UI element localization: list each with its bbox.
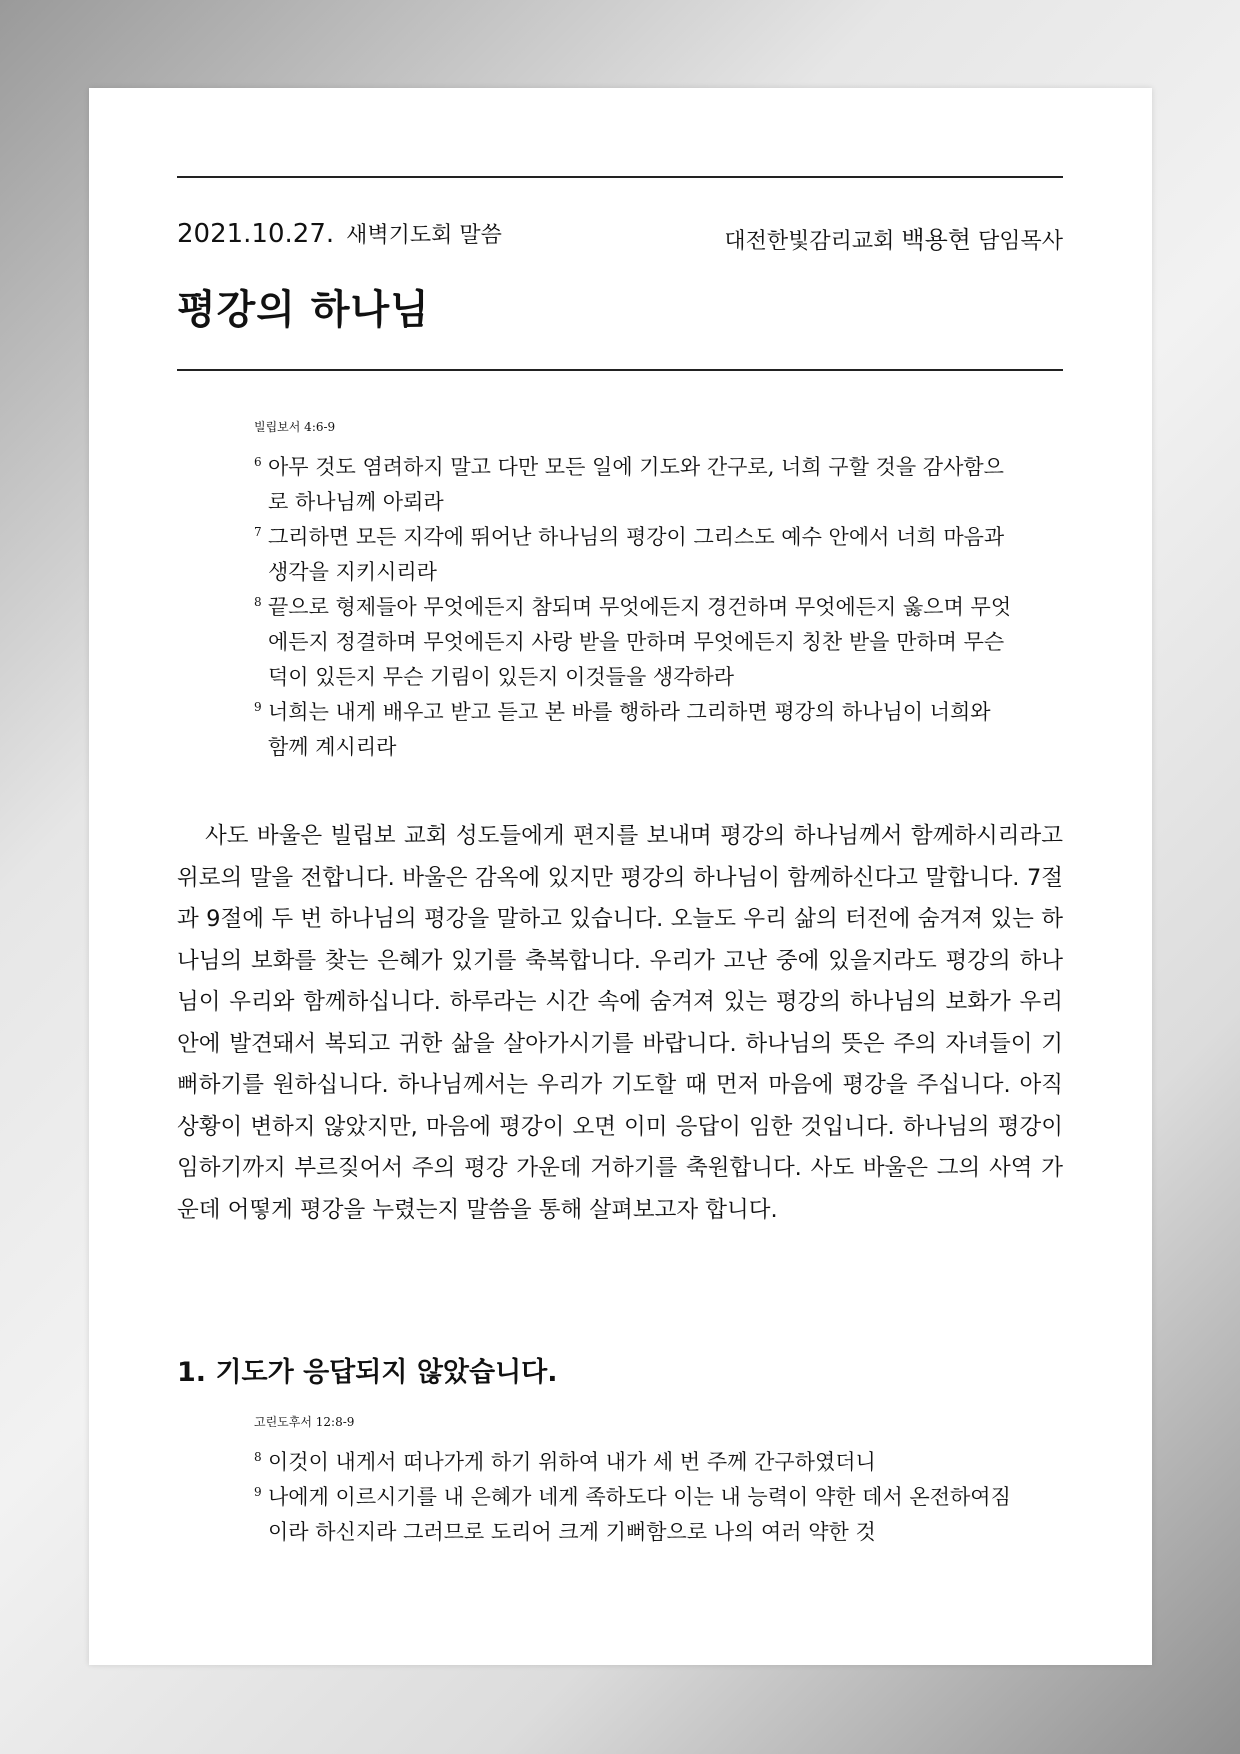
scripture-reference: 빌립보서 4:6-9 bbox=[254, 420, 336, 434]
sermon-title: 평강의 하나님 bbox=[177, 287, 430, 333]
verse-text: 끝으로 형제들아 무엇에든지 참되며 무엇에든지 경건하며 무엇에든지 옳으며 무엇에든지 정결하며 무엇에든지 사랑 받을 만하며 무엇에든지 칭찬 받을 만하며 무슨 덕이 있든지 무슨 기림이 있든지 이것들을 생각하라 bbox=[268, 595, 1012, 689]
verse-number: 6 bbox=[254, 455, 262, 469]
scripture-passage bbox=[254, 450, 1014, 765]
sermon-intro-paragraph: 사도 바울은 빌립보 교회 성도들에게 편지를 보내며 평강의 하나님께서 함께하시리라고 위로의 말을 전합니다. 바울은 감옥에 있지만 평강의 하나님이 함께하신다고 말합니다. 7절과 9절에 두 번 하나님의 평강을 말하고 있습니다. 오늘도 우리 삶의 터전에 숨겨져 있는 하나님의 보화를 찾는 은혜가 있기를 축복합니다. 우리가 고난 중에 있을지라도 평강의 하나님이 우리와 함께하십니다. 하루라는 시간 속에 숨겨져 있는 평강의 하나님의 보화가 우리 안에 발견돼서 복되고 귀한 삶을 살아가시기를 바랍니다. 하나님의 뜻은 주의 자녀들이 기뻐하기를 원하십니다. 하나님께서는 우리가 기도할 때 먼저 마음에 평강을 주십니다. 아직 상황이 변하지 않았지만, 마음에 평강이 오면 이미 응답이 임한 것입니다. 하나님의 평강이 임하기까지 부르짖어서 주의 평강 가운데 거하기를 축원합니다. 사도 바울은 그의 사역 가운데 어떻게 평강을 누렸는지 말씀을 통해 살펴보고자 합니다. bbox=[177, 823, 1063, 1223]
verse bbox=[254, 695, 1014, 765]
scripture-reference: 고린도후서 12:8-9 bbox=[254, 1415, 355, 1429]
verse-number: 8 bbox=[254, 595, 262, 609]
service-name: 새벽기도회 말씀 bbox=[346, 223, 502, 248]
document-page bbox=[89, 88, 1152, 1665]
verse-text: 그리하면 모든 지각에 뛰어난 하나님의 평강이 그리스도 예수 안에서 너희 마음과 생각을 지키시리라 bbox=[268, 525, 1005, 584]
church-name: 대전한빛감리교회 bbox=[724, 229, 895, 254]
pastor-title: 담임목사 bbox=[977, 229, 1063, 254]
verse-number: 9 bbox=[254, 700, 262, 714]
verse-text: 너희는 내게 배우고 받고 듣고 본 바를 행하라 그리하면 평강의 하나님이 너희와 함께 계시리라 bbox=[268, 700, 991, 759]
verse-text: 이것이 내게서 떠나가게 하기 위하여 내가 세 번 주께 간구하였더니 bbox=[268, 1450, 876, 1474]
verse-number: 7 bbox=[254, 525, 262, 539]
section-heading: 1. 기도가 응답되지 않았습니다. bbox=[177, 1357, 558, 1388]
header-top-rule bbox=[177, 176, 1063, 178]
verse bbox=[254, 450, 1014, 520]
scripture-passage bbox=[254, 1445, 1014, 1550]
verse bbox=[254, 1445, 1014, 1480]
verse-text: 나에게 이르시기를 내 은혜가 네게 족하도다 이는 내 능력이 약한 데서 온전하여짐이라 하신지라 그러므로 도리어 크게 기뻐함으로 나의 여러 약한 것 bbox=[268, 1485, 1011, 1544]
verse bbox=[254, 1480, 1014, 1550]
preacher-line bbox=[724, 220, 1063, 255]
header-bottom-rule bbox=[177, 369, 1063, 371]
verse-number: 9 bbox=[254, 1485, 262, 1499]
verse-number: 8 bbox=[254, 1450, 262, 1464]
pastor-name: 백용현 bbox=[901, 226, 971, 254]
sermon-date: 2021.10.27. bbox=[177, 219, 335, 249]
verse bbox=[254, 520, 1014, 590]
verse bbox=[254, 590, 1014, 695]
verse-text: 아무 것도 염려하지 말고 다만 모든 일에 기도와 간구로, 너희 구할 것을 감사함으로 하나님께 아뢰라 bbox=[268, 455, 1004, 514]
sermon-date-line bbox=[177, 218, 502, 249]
